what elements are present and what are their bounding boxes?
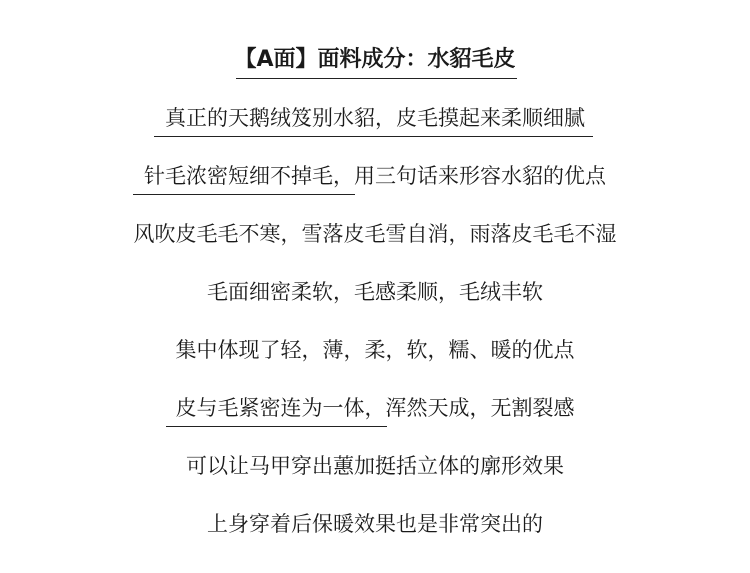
text-line-8: 上身穿着后保暖效果也是非常突出的 (207, 512, 543, 536)
title-underline (236, 78, 517, 79)
text-line-6: 皮与毛紧密连为一体，浑然天成，无割裂感 (175, 396, 575, 420)
line-2-underline (133, 194, 355, 195)
text-line-5: 集中体现了轻，薄，柔，软，糯、暖的优点 (175, 338, 575, 362)
fabric-title: 【A面】面料成分：水貂毛皮 (234, 47, 516, 72)
line-1-underline (154, 136, 593, 137)
text-line-1: 真正的天鹅绒笈别水貂，皮毛摸起来柔顺细腻 (165, 106, 585, 130)
line-6-underline (166, 426, 387, 427)
text-line-3: 风吹皮毛毛不寒，雪落皮毛雪自消，雨落皮毛毛不湿 (133, 222, 617, 246)
text-line-7: 可以让马甲穿出蕙加挺括立体的廓形效果 (186, 454, 564, 478)
text-line-2: 针毛浓密短细不掉毛，用三句话来形容水貂的优点 (144, 164, 606, 188)
text-line-4: 毛面细密柔软，毛感柔顺，毛绒丰软 (207, 280, 543, 304)
